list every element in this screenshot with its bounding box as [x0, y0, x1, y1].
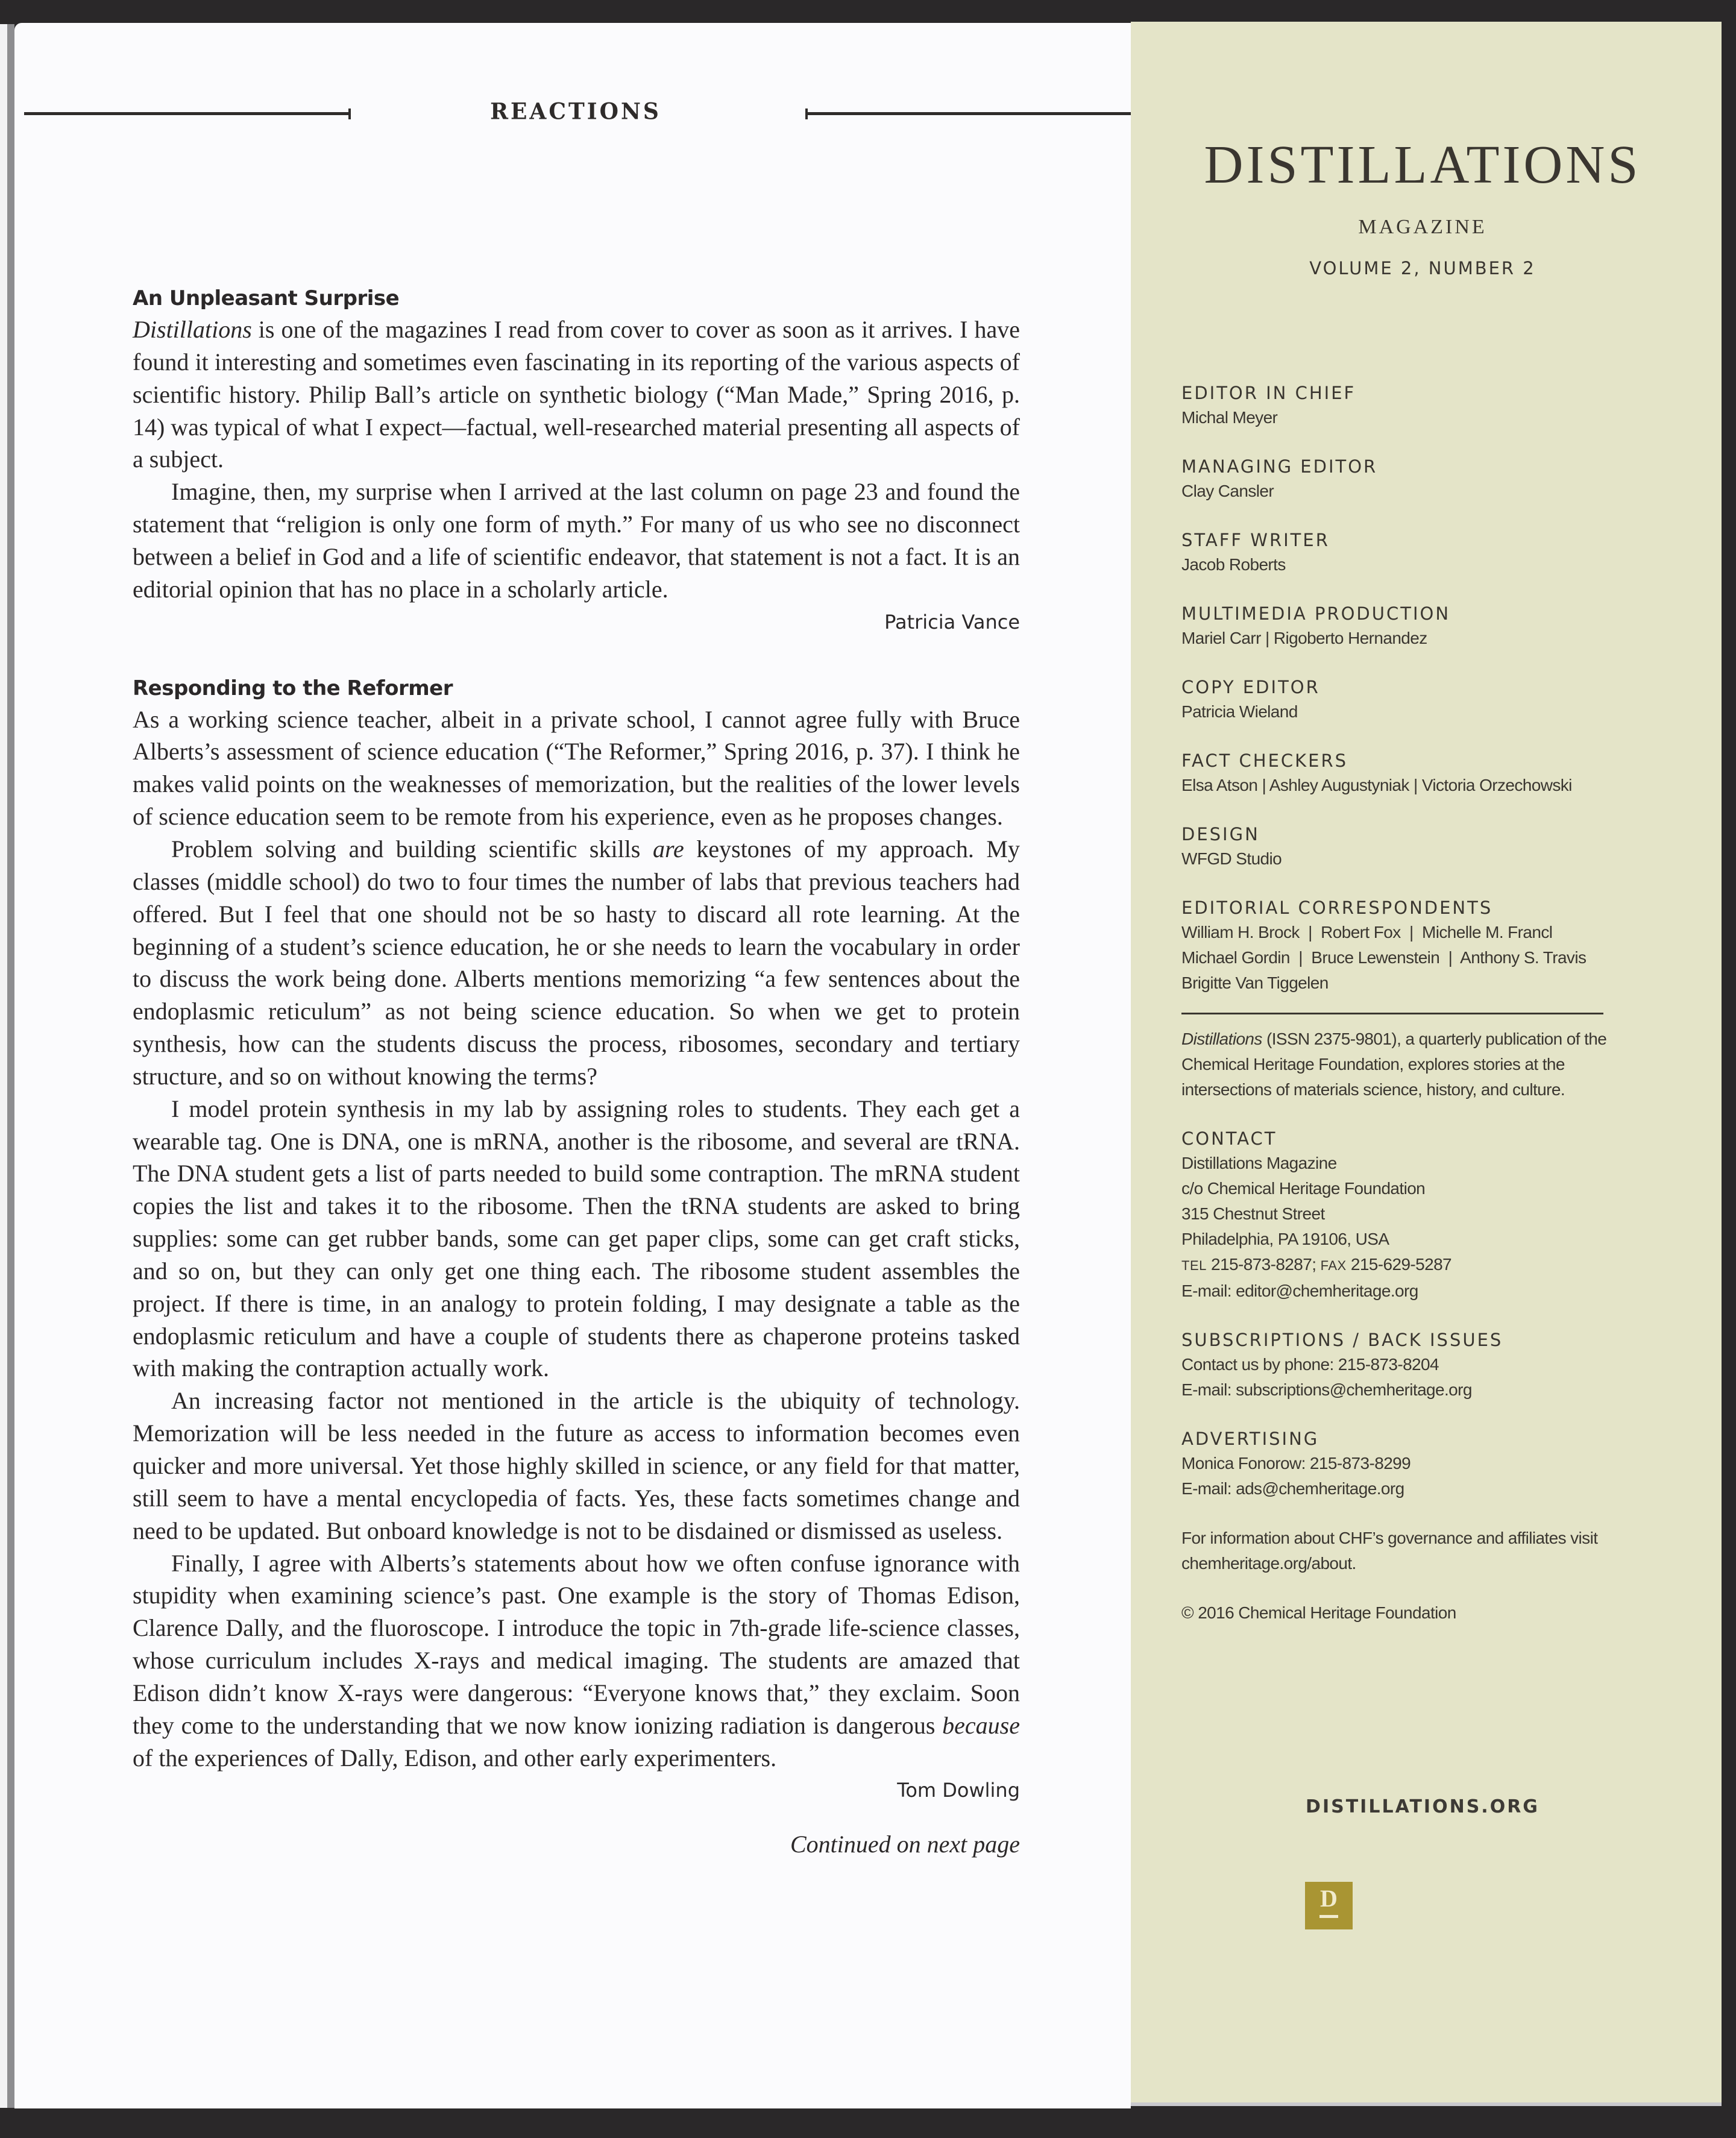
- staff-names: Brigitte Van Tiggelen: [1181, 973, 1329, 992]
- letter-title: Responding to the Reformer: [133, 676, 453, 700]
- letter-separator: [133, 638, 1020, 673]
- letter-signature: Patricia Vance: [884, 610, 1020, 634]
- staff-names: Elsa Atson | Ashley Augustyniak | Victoria Orzechowski: [1181, 776, 1572, 794]
- staff-role: MANAGING EDITOR: [1181, 456, 1378, 477]
- staff-names: Clay Cansler: [1181, 482, 1274, 500]
- fax-number: 215-629-5287: [1350, 1255, 1452, 1274]
- letter-paragraph: [133, 1547, 1020, 1775]
- staff-names: Patricia Wieland: [1181, 702, 1298, 721]
- phone-fax-line: [1181, 1252, 1640, 1278]
- staff-names: WFGD Studio: [1181, 849, 1282, 868]
- staff-names: William H. Brock | Robert Fox | Michelle M. Francl: [1181, 923, 1553, 942]
- address-line: Philadelphia, PA 19106, USA: [1181, 1230, 1389, 1248]
- staff-list: [1181, 381, 1640, 1626]
- contact-block: [1181, 1127, 1640, 1304]
- address-line: 315 Chestnut Street: [1181, 1204, 1325, 1223]
- subscriptions-phone: Contact us by phone: 215-873-8204: [1181, 1355, 1439, 1374]
- address-line: Distillations Magazine: [1181, 1154, 1337, 1172]
- staff-managing-editor: [1181, 454, 1640, 504]
- staff-role: DESIGN: [1181, 824, 1260, 844]
- staff-multimedia-production: [1181, 602, 1640, 651]
- paragraph-text: Finally, I agree with Alberts’s statements about how we often confuse ignorance with stupidity when examining science’s past. One example is the story of Thomas Edison, Clarence Dally, and the fluoroscope. I introduce the topic in 7th-grade life-science classes, whose curriculum includes X-rays and medical imaging. The students are amazed that Edison didn’t know X-rays were dangerous: “Everyone knows that,” they exclaim. Soon they come to the understanding that we now know ionizing radiation is dangerous: [133, 1549, 1020, 1739]
- letter-title: An Unpleasant Surprise: [133, 286, 400, 310]
- masthead-subtitle: MAGAZINE: [1358, 216, 1487, 238]
- staff-names: Mariel Carr | Rigoberto Hernandez: [1181, 629, 1427, 647]
- about-text: (ISSN 2375-9801), a quarterly publication of the Chemical Heritage Foundation, explores stories at the intersections of materials science, history, and culture.: [1181, 1030, 1607, 1099]
- logo-underline: [1319, 1915, 1338, 1918]
- advertising-block: [1181, 1427, 1640, 1501]
- governance-note: For information about CHF’s governance and affiliates visit chemheritage.org/about.: [1181, 1529, 1598, 1573]
- staff-role: COPY EDITOR: [1181, 677, 1320, 697]
- emphasis-italic: because: [942, 1711, 1020, 1739]
- letter-paragraph: An increasing factor not mentioned in the article is the ubiquity of technology. Memorization will be less needed in the future as access to information becomes even quicker and more universal. Yet those highly skilled in science, or any field for that matter, still seem to have a mental encyclopedia of facts. Yes, these facts sometimes change and need to be updated. But onboard knowledge is not to be disdained or dismissed as useless.: [133, 1387, 1020, 1544]
- header-rule-left-cap: [348, 108, 351, 119]
- binding-spine: [7, 24, 14, 2108]
- masthead-title: DISTILLATIONS: [1204, 135, 1641, 195]
- staff-role: EDITOR IN CHIEF: [1181, 383, 1356, 403]
- subscriptions-email[interactable]: E-mail: subscriptions@chemheritage.org: [1181, 1380, 1472, 1399]
- distillations-logo: [1305, 1882, 1353, 1929]
- tel-number[interactable]: 215-873-8287;: [1211, 1255, 1316, 1274]
- staff-editor-in-chief: [1181, 381, 1640, 430]
- letter-signature: Tom Dowling: [897, 1779, 1020, 1802]
- section-title: REACTIONS: [490, 98, 661, 125]
- tel-label: TEL: [1181, 1258, 1207, 1273]
- letter-responding-to-reformer: [133, 673, 1020, 1807]
- header-rule-left: [24, 112, 350, 115]
- volume-number: VOLUME 2, NUMBER 2: [1309, 258, 1536, 278]
- staff-design: [1181, 822, 1640, 872]
- staff-role: EDITORIAL CORRESPONDENTS: [1181, 898, 1493, 918]
- staff-fact-checkers: [1181, 749, 1640, 798]
- logo-letter-icon: D: [1320, 1885, 1338, 1912]
- advertising-email[interactable]: E-mail: ads@chemheritage.org: [1181, 1479, 1404, 1498]
- paragraph-text: is one of the magazines I read from cover to cover as soon as it arrives. I have found it interesting and sometimes even fascinating in its reporting of the various aspects of scientific history. Philip Ball’s article on synthetic biology (“Man Made,” Spring 2016, p. 14) was typical of what I expect—factual, well-researched material presenting all aspects of a subject.: [133, 316, 1020, 473]
- magazine-name-italic: Distillations: [1181, 1030, 1262, 1048]
- website-link[interactable]: DISTILLATIONS.ORG: [1306, 1796, 1539, 1817]
- address-line: c/o Chemical Heritage Foundation: [1181, 1179, 1426, 1198]
- staff-role: FACT CHECKERS: [1181, 750, 1348, 771]
- staff-role: STAFF WRITER: [1181, 530, 1330, 550]
- contact-email[interactable]: E-mail: editor@chemheritage.org: [1181, 1281, 1418, 1300]
- copyright: © 2016 Chemical Heritage Foundation: [1181, 1603, 1456, 1622]
- subscriptions-block: [1181, 1328, 1640, 1403]
- page-edge: [1131, 2102, 1722, 2106]
- staff-role: MULTIMEDIA PRODUCTION: [1181, 603, 1451, 624]
- advertising-heading: ADVERTISING: [1181, 1429, 1319, 1449]
- emphasis-italic: are: [652, 835, 684, 863]
- staff-names: Michael Gordin | Bruce Lewenstein | Anthony S. Travis: [1181, 948, 1587, 967]
- letter-paragraph: Imagine, then, my surprise when I arrived at the last column on page 23 and found the statement that “religion is only one form of myth.” For many of us who see no disconnect between a belief in God and a life of scientific endeavor, that statement is not a fact. It is an editorial opinion that has no place in a scholarly article.: [133, 478, 1020, 603]
- subscriptions-heading: SUBSCRIPTIONS / BACK ISSUES: [1181, 1330, 1503, 1350]
- staff-copy-editor: [1181, 675, 1640, 725]
- contact-heading: CONTACT: [1181, 1128, 1277, 1149]
- magazine-name-italic: Distillations: [133, 316, 252, 343]
- letter-paragraph: [133, 833, 1020, 1093]
- letter-unpleasant-surprise: [133, 283, 1020, 638]
- header-rule-right: [807, 112, 1131, 115]
- letters-column: [133, 283, 1020, 1861]
- paragraph-text: keystones of my approach. My classes (middle school) do two to four times the number of labs that previous teachers had offered. But I feel that one should not be so hasty to discard all rote learning. At the beginning of a student’s science education, he or she needs to learn the vocabulary in order to discuss the work being done. Alberts mentions memorizing “a few sentences about the endoplasmic reticulum” as not being science education. So when we get to protein synthesis, how can the students discuss the process, ribosomes, secondary and tertiary structure, and so on without knowing the terms?: [133, 835, 1020, 1090]
- letter-paragraph: As a working science teacher, albeit in a private school, I cannot agree fully with Bruce Alberts’s assessment of science education (“The Reformer,” Spring 2016, p. 37). I think he makes valid points on the weaknesses of memorization, but the realities of the lower levels of science education seem to be remote from his experience, even as he proposes changes.: [133, 705, 1020, 831]
- paragraph-text: Problem solving and building scientific skills: [171, 835, 653, 863]
- about-publication: [1181, 1027, 1615, 1102]
- staff-editorial-correspondents: [1181, 896, 1640, 996]
- masthead-divider: [1181, 1013, 1603, 1014]
- advertising-contact: Monica Fonorow: 215-873-8299: [1181, 1454, 1411, 1473]
- staff-staff-writer: [1181, 528, 1640, 577]
- fax-label: FAX: [1320, 1258, 1347, 1273]
- facing-page-edge: [0, 24, 7, 2108]
- continued-note: Continued on next page: [790, 1831, 1020, 1858]
- staff-names: Jacob Roberts: [1181, 555, 1286, 574]
- paragraph-text: of the experiences of Dally, Edison, and other early experimenters.: [133, 1744, 777, 1772]
- letter-paragraph: [133, 313, 1020, 476]
- staff-names: Michal Meyer: [1181, 408, 1278, 427]
- letter-paragraph: I model protein synthesis in my lab by assigning roles to students. They each get a wearable tag. One is DNA, one is mRNA, another is the ribosome, and several are tRNA. The DNA student gets a list of parts needed to build some contraption. The mRNA student copies the list and takes it to the ribosome. Then the tRNA students are asked to bring supplies: some can get rubber bands, some can get paper clips, some can get craft sticks, and so on, but they can only get one thing each. The ribosome student assembles the project. If there is time, in an analogy to protein folding, I may designate a table as the endoplasmic reticulum and have a couple of students there as chaperone proteins tasked with making the contraption actually work.: [133, 1095, 1020, 1382]
